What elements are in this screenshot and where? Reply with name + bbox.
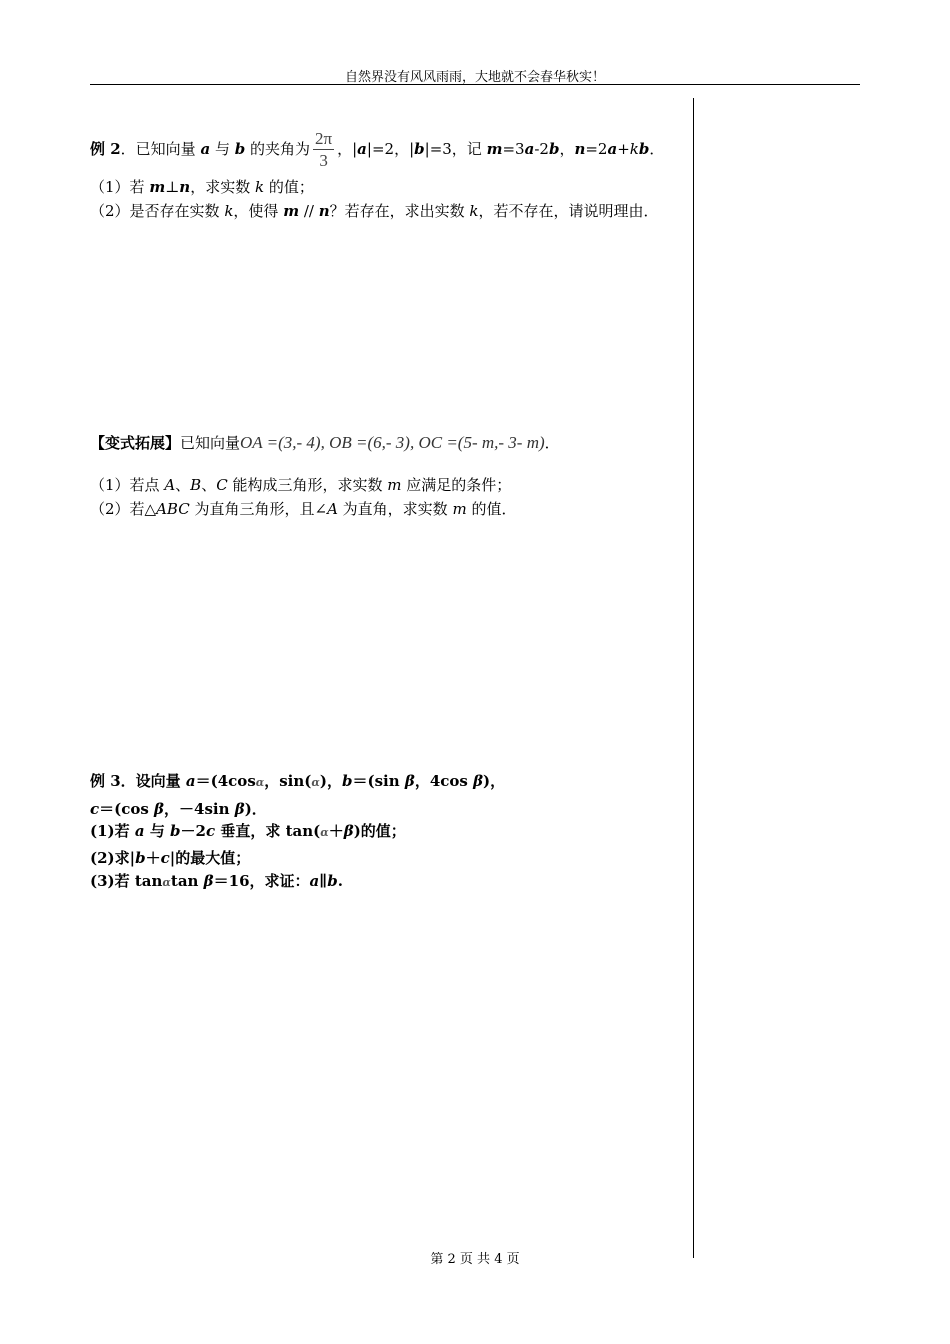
example3-question2: (2)求|b＋c|的最大值；: [90, 849, 251, 867]
example3-question1: (1)若 a 与 b－2c 垂直，求 tan(α＋β)的值；: [90, 822, 406, 840]
margin-rule: [693, 98, 694, 1258]
example3-line1: 例 3．设向量 a＝(4cosα，sin(α)，b＝(sin β，4cos β)，: [90, 772, 506, 790]
example2-question1: （1）若 m⊥n，求实数 k 的值；: [90, 178, 314, 196]
example2-stem: 例 2．已知向量 a 与 b 的夹角为 $\frac{2\pi}{3}$ ，|a|=2，|b|=3，记 m=3a-2b，n=2a+kb．: [90, 128, 665, 170]
variant-question1: （1）若点 A、B、C 能构成三角形，求实数 m 应满足的条件；: [90, 476, 512, 494]
variant-stem: 【变式拓展】已知向量OA =(3,- 4), OB =(6,- 3), OC =(5- m,- 3- m)．: [90, 433, 560, 452]
page-footer: 第 2 页 共 4 页: [430, 1252, 520, 1267]
variant-question2: （2）若△ABC 为直角三角形，且∠A 为直角，求实数 m 的值．: [90, 500, 517, 518]
example3-question3: (3)若 tanαtan β＝16，求证：a∥b.: [90, 872, 343, 890]
example2-question2: （2）是否存在实数 k，使得 m // n？若存在，求出实数 k，若不存在，请说明理由．: [90, 202, 659, 220]
vector-formula: OA =(3,- 4), OB =(6,- 3), OC =(5- m,- 3- m): [240, 433, 545, 452]
header-rule: [90, 84, 860, 85]
example3-line2: c＝(cos β，－4sin β)．: [90, 800, 267, 818]
angle-fraction: $\frac{2\pi}{3}$: [315, 128, 333, 170]
page-header-motto: 自然界没有风风雨雨，大地就不会春华秋实！: [344, 70, 605, 85]
